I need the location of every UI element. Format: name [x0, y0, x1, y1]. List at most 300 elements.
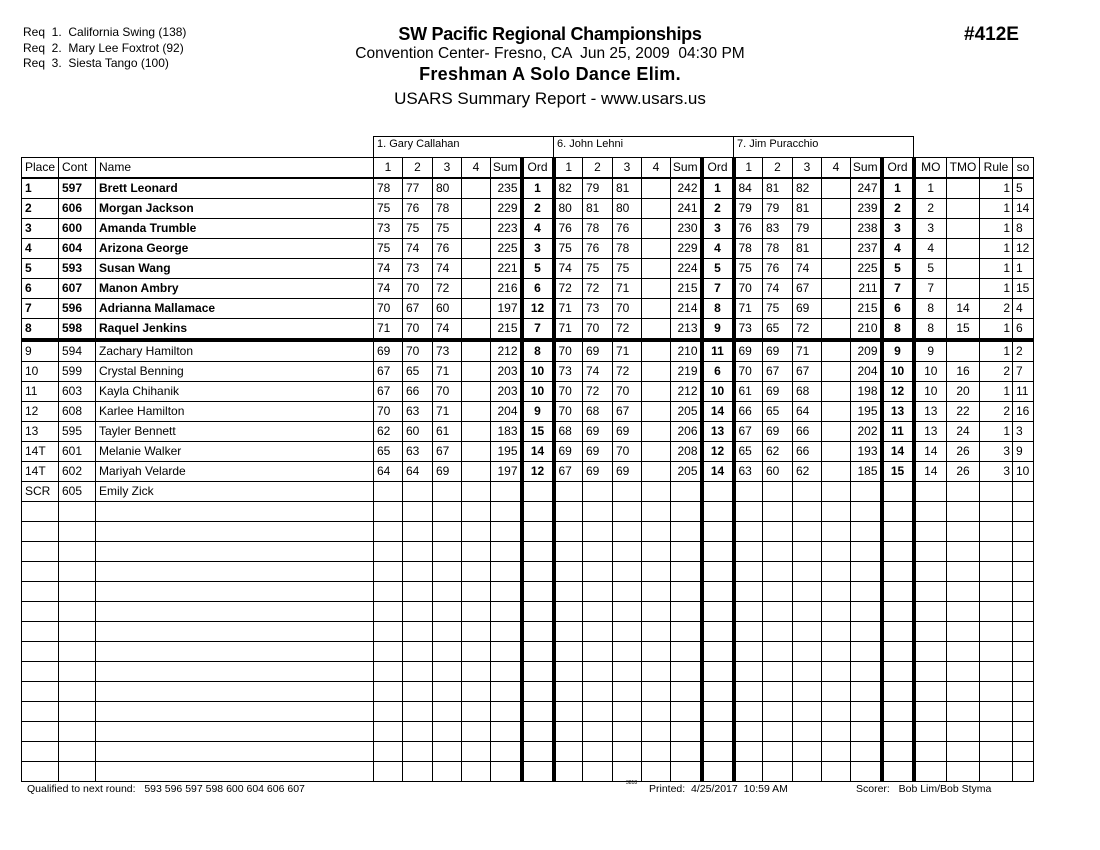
contestant-number: 601 — [59, 442, 96, 462]
judge1-sum — [491, 482, 522, 502]
empty-row — [22, 542, 1034, 562]
so-cell: 1 — [1013, 259, 1034, 279]
judge1-sum: 215 — [491, 319, 522, 341]
empty-cell — [433, 522, 462, 542]
empty-cell — [1013, 562, 1034, 582]
judge3-score-2: 76 — [763, 259, 793, 279]
event-number: #412E — [964, 24, 1019, 45]
judge2-score-1: 70 — [554, 402, 583, 422]
empty-cell — [613, 682, 642, 702]
contestant-number: 594 — [59, 340, 96, 362]
judge3-sum: 239 — [851, 199, 882, 219]
empty-cell — [491, 682, 522, 702]
judge3-score-2: 69 — [763, 422, 793, 442]
empty-cell — [851, 542, 882, 562]
empty-cell — [433, 562, 462, 582]
so-cell: 14 — [1013, 199, 1034, 219]
mo-cell: 13 — [914, 422, 947, 442]
empty-cell — [583, 702, 613, 722]
judge2-sum: 212 — [671, 382, 702, 402]
judge2-ordinal: 2 — [702, 199, 734, 219]
empty-cell — [1013, 622, 1034, 642]
judge2-score-4 — [642, 382, 671, 402]
so-cell: 12 — [1013, 239, 1034, 259]
judge2-score-2 — [583, 482, 613, 502]
empty-cell — [671, 742, 702, 762]
judge1-ordinal: 9 — [522, 402, 554, 422]
empty-cell — [671, 762, 702, 782]
empty-cell — [702, 662, 734, 682]
empty-cell — [59, 682, 96, 702]
empty-cell — [522, 762, 554, 782]
empty-cell — [702, 522, 734, 542]
rule-cell: 1 — [980, 422, 1013, 442]
empty-cell — [554, 662, 583, 682]
empty-cell — [851, 602, 882, 622]
col-header-judge1-ord: Ord — [522, 158, 554, 179]
required-dances-list — [23, 25, 186, 72]
empty-cell — [822, 662, 851, 682]
empty-cell — [734, 702, 763, 722]
empty-row — [22, 762, 1034, 782]
empty-cell — [22, 742, 59, 762]
judge1-score-4 — [462, 178, 491, 199]
empty-cell — [980, 622, 1013, 642]
judge1-score-3: 74 — [433, 319, 462, 341]
judge1-score-1: 70 — [374, 299, 403, 319]
empty-cell — [462, 502, 491, 522]
col-header-judge3-2: 2 — [763, 158, 793, 179]
judge2-score-2: 81 — [583, 199, 613, 219]
judge3-score-4 — [822, 382, 851, 402]
empty-cell — [980, 562, 1013, 582]
judge3-score-2: 69 — [763, 382, 793, 402]
empty-cell — [763, 682, 793, 702]
empty-cell — [914, 722, 947, 742]
empty-cell — [613, 562, 642, 582]
place-cell: 5 — [22, 259, 59, 279]
empty-cell — [583, 742, 613, 762]
judge1-score-1: 78 — [374, 178, 403, 199]
empty-cell — [583, 602, 613, 622]
judge2-score-1: 71 — [554, 319, 583, 341]
skater-name: Zachary Hamilton — [96, 340, 374, 362]
empty-cell — [980, 542, 1013, 562]
judge2-score-4 — [642, 340, 671, 362]
judge3-score-2: 74 — [763, 279, 793, 299]
judge3-score-4 — [822, 462, 851, 482]
empty-cell — [491, 582, 522, 602]
judge1-score-1 — [374, 482, 403, 502]
empty-cell — [22, 622, 59, 642]
empty-cell — [702, 562, 734, 582]
judge2-score-1: 82 — [554, 178, 583, 199]
empty-cell — [793, 742, 822, 762]
empty-cell — [462, 542, 491, 562]
judge3-score-2: 65 — [763, 319, 793, 341]
empty-cell — [947, 702, 980, 722]
empty-cell — [59, 662, 96, 682]
judge1-score-1: 75 — [374, 239, 403, 259]
judge3-ordinal: 13 — [882, 402, 914, 422]
judge1-score-1: 73 — [374, 219, 403, 239]
judge2-score-3: 81 — [613, 178, 642, 199]
empty-cell — [22, 502, 59, 522]
empty-cell — [433, 542, 462, 562]
empty-cell — [613, 602, 642, 622]
table-row — [22, 362, 1034, 382]
judge3-score-2 — [763, 482, 793, 502]
empty-cell — [914, 762, 947, 782]
empty-cell — [59, 642, 96, 662]
judge1-score-3 — [433, 482, 462, 502]
empty-cell — [851, 742, 882, 762]
empty-cell — [554, 762, 583, 782]
empty-cell — [433, 622, 462, 642]
judge3-score-3: 64 — [793, 402, 822, 422]
col-header-judge3-sum: Sum — [851, 158, 882, 179]
empty-cell — [462, 582, 491, 602]
judge1-sum: 223 — [491, 219, 522, 239]
empty-cell — [822, 562, 851, 582]
report-header — [330, 23, 770, 110]
empty-cell — [734, 722, 763, 742]
judge2-score-1: 74 — [554, 259, 583, 279]
contestant-number: 608 — [59, 402, 96, 422]
empty-cell — [642, 662, 671, 682]
empty-cell — [462, 662, 491, 682]
empty-cell — [642, 522, 671, 542]
empty-cell — [522, 602, 554, 622]
judge2-score-4 — [642, 239, 671, 259]
empty-cell — [882, 722, 914, 742]
judge1-ordinal: 3 — [522, 239, 554, 259]
judge3-score-1: 61 — [734, 382, 763, 402]
empty-cell — [702, 542, 734, 562]
contestant-number: 596 — [59, 299, 96, 319]
judge2-sum: 230 — [671, 219, 702, 239]
table-row — [22, 279, 1034, 299]
empty-cell — [882, 702, 914, 722]
skater-name: Raquel Jenkins — [96, 319, 374, 341]
table-row — [22, 239, 1034, 259]
empty-cell — [374, 642, 403, 662]
judge2-score-4 — [642, 259, 671, 279]
empty-cell — [914, 662, 947, 682]
judge2-score-2: 68 — [583, 402, 613, 422]
judge1-ordinal: 2 — [522, 199, 554, 219]
empty-cell — [980, 662, 1013, 682]
judge2-score-2: 75 — [583, 259, 613, 279]
venue-date-line: Convention Center- Fresno, CA Jun 25, 2009 04:30 PM — [355, 45, 745, 62]
judge1-score-3: 71 — [433, 362, 462, 382]
judge3-score-4 — [822, 299, 851, 319]
tmo-cell: 22 — [947, 402, 980, 422]
empty-cell — [22, 662, 59, 682]
judge2-score-2: 76 — [583, 239, 613, 259]
empty-cell — [491, 502, 522, 522]
empty-cell — [763, 502, 793, 522]
empty-cell — [642, 742, 671, 762]
judge3-sum: 225 — [851, 259, 882, 279]
event-name: Freshman A Solo Dance Elim. — [419, 64, 681, 84]
col-header-cont: Cont — [59, 158, 96, 179]
judge2-ordinal: 12 — [702, 442, 734, 462]
judge2-score-4 — [642, 219, 671, 239]
col-header-judge1-sum: Sum — [491, 158, 522, 179]
empty-cell — [642, 682, 671, 702]
judge2-score-3: 72 — [613, 362, 642, 382]
judge1-score-2: 77 — [403, 178, 433, 199]
empty-cell — [734, 682, 763, 702]
empty-cell — [914, 582, 947, 602]
empty-cell — [947, 502, 980, 522]
empty-cell — [22, 642, 59, 662]
rule-cell: 2 — [980, 402, 1013, 422]
empty-cell — [1013, 702, 1034, 722]
judge3-score-2: 65 — [763, 402, 793, 422]
empty-cell — [1013, 582, 1034, 602]
mo-cell: 14 — [914, 462, 947, 482]
empty-cell — [671, 622, 702, 642]
judge3-sum: 185 — [851, 462, 882, 482]
empty-cell — [763, 762, 793, 782]
judge1-ordinal: 15 — [522, 422, 554, 442]
judge3-ordinal: 3 — [882, 219, 914, 239]
empty-cell — [491, 742, 522, 762]
empty-cell — [613, 742, 642, 762]
judge1-score-2: 74 — [403, 239, 433, 259]
judge2-score-1: 73 — [554, 362, 583, 382]
empty-cell — [914, 622, 947, 642]
judge1-score-2: 65 — [403, 362, 433, 382]
so-cell: 2 — [1013, 340, 1034, 362]
mo-cell: 13 — [914, 402, 947, 422]
judge1-ordinal: 10 — [522, 382, 554, 402]
empty-cell — [462, 642, 491, 662]
empty-cell — [702, 622, 734, 642]
empty-cell — [522, 562, 554, 582]
required-dance-1: Req 1. California Swing (138) — [23, 25, 187, 39]
judge1-score-2: 63 — [403, 402, 433, 422]
empty-cell — [763, 562, 793, 582]
empty-cell — [374, 742, 403, 762]
empty-cell — [59, 722, 96, 742]
col-header-judge1-3: 3 — [433, 158, 462, 179]
empty-cell — [1013, 662, 1034, 682]
empty-cell — [613, 722, 642, 742]
empty-cell — [914, 702, 947, 722]
mo-cell: 9 — [914, 340, 947, 362]
empty-cell — [980, 722, 1013, 742]
judge1-sum: 204 — [491, 402, 522, 422]
judge2-score-3: 75 — [613, 259, 642, 279]
empty-cell — [822, 502, 851, 522]
judge3-score-4 — [822, 340, 851, 362]
judge1-score-1: 67 — [374, 382, 403, 402]
judge3-score-1: 78 — [734, 239, 763, 259]
so-cell: 15 — [1013, 279, 1034, 299]
empty-cell — [642, 502, 671, 522]
judge3-sum: 237 — [851, 239, 882, 259]
table-row — [22, 482, 1034, 502]
empty-cell — [734, 602, 763, 622]
judge1-score-3: 76 — [433, 239, 462, 259]
so-cell: 10 — [1013, 462, 1034, 482]
judge2-sum: 210 — [671, 340, 702, 362]
judge3-score-4 — [822, 279, 851, 299]
judge1-score-2: 76 — [403, 199, 433, 219]
judge2-score-3: 70 — [613, 442, 642, 462]
empty-cell — [374, 502, 403, 522]
empty-cell — [822, 762, 851, 782]
empty-cell — [851, 582, 882, 602]
empty-cell — [433, 642, 462, 662]
results-table — [21, 136, 1034, 782]
judge1-ordinal: 12 — [522, 462, 554, 482]
judge1-score-3: 70 — [433, 382, 462, 402]
judge2-score-2: 69 — [583, 340, 613, 362]
empty-cell — [96, 522, 374, 542]
empty-cell — [491, 602, 522, 622]
judge2-score-1: 68 — [554, 422, 583, 442]
rule-cell: 3 — [980, 462, 1013, 482]
empty-cell — [462, 762, 491, 782]
judge1-score-2: 67 — [403, 299, 433, 319]
empty-cell — [374, 622, 403, 642]
judge3-ordinal: 6 — [882, 299, 914, 319]
empty-cell — [882, 642, 914, 662]
empty-cell — [671, 542, 702, 562]
empty-cell — [763, 702, 793, 722]
empty-cell — [613, 582, 642, 602]
judge1-score-4 — [462, 319, 491, 341]
skater-name: Morgan Jackson — [96, 199, 374, 219]
empty-cell — [914, 682, 947, 702]
empty-cell — [554, 522, 583, 542]
judge1-score-2: 63 — [403, 442, 433, 462]
empty-cell — [22, 762, 59, 782]
judge3-sum: 215 — [851, 299, 882, 319]
tmo-cell: 16 — [947, 362, 980, 382]
table-row — [22, 462, 1034, 482]
so-cell: 8 — [1013, 219, 1034, 239]
judge3-score-4 — [822, 239, 851, 259]
empty-cell — [980, 682, 1013, 702]
judge1-score-3: 80 — [433, 178, 462, 199]
rule-cell — [980, 482, 1013, 502]
judge2-score-3: 78 — [613, 239, 642, 259]
judge3-score-1: 73 — [734, 319, 763, 341]
empty-cell — [851, 662, 882, 682]
empty-cell — [734, 562, 763, 582]
empty-cell — [403, 742, 433, 762]
tmo-cell — [947, 259, 980, 279]
rule-cell: 1 — [980, 199, 1013, 219]
judge1-score-3: 69 — [433, 462, 462, 482]
empty-cell — [947, 642, 980, 662]
empty-cell — [793, 622, 822, 642]
judge2-ordinal: 4 — [702, 239, 734, 259]
judge3-score-2: 67 — [763, 362, 793, 382]
so-cell: 9 — [1013, 442, 1034, 462]
judge3-ordinal: 14 — [882, 442, 914, 462]
empty-cell — [851, 642, 882, 662]
empty-cell — [642, 582, 671, 602]
table-row — [22, 402, 1034, 422]
judge1-ordinal: 12 — [522, 299, 554, 319]
empty-cell — [491, 622, 522, 642]
empty-cell — [763, 722, 793, 742]
judge3-score-1: 70 — [734, 279, 763, 299]
empty-cell — [822, 542, 851, 562]
judge3-score-2: 81 — [763, 178, 793, 199]
empty-cell — [22, 702, 59, 722]
empty-cell — [763, 602, 793, 622]
judge2-score-2: 78 — [583, 219, 613, 239]
empty-cell — [882, 682, 914, 702]
judge2-score-1: 70 — [554, 340, 583, 362]
rule-cell: 2 — [980, 299, 1013, 319]
judge1-score-3: 75 — [433, 219, 462, 239]
tmo-cell — [947, 178, 980, 199]
empty-cell — [462, 622, 491, 642]
empty-cell — [763, 662, 793, 682]
empty-cell — [433, 582, 462, 602]
judge1-ordinal: 14 — [522, 442, 554, 462]
empty-cell — [59, 742, 96, 762]
empty-cell — [822, 622, 851, 642]
empty-cell — [734, 622, 763, 642]
rule-cell: 1 — [980, 382, 1013, 402]
mo-cell: 4 — [914, 239, 947, 259]
judge3-score-4 — [822, 442, 851, 462]
empty-cell — [462, 522, 491, 542]
empty-cell — [914, 742, 947, 762]
empty-row — [22, 582, 1034, 602]
empty-cell — [642, 542, 671, 562]
empty-cell — [882, 562, 914, 582]
judge3-score-1: 76 — [734, 219, 763, 239]
judge2-score-3: 72 — [613, 319, 642, 341]
empty-cell — [822, 642, 851, 662]
skater-name: Crystal Benning — [96, 362, 374, 382]
judge1-score-2: 66 — [403, 382, 433, 402]
empty-cell — [793, 502, 822, 522]
skater-name: Melanie Walker — [96, 442, 374, 462]
judge3-score-4 — [822, 422, 851, 442]
empty-cell — [554, 642, 583, 662]
empty-cell — [980, 582, 1013, 602]
judge2-score-3: 76 — [613, 219, 642, 239]
empty-cell — [491, 562, 522, 582]
judge2-sum: 205 — [671, 402, 702, 422]
empty-cell — [613, 662, 642, 682]
table-row — [22, 259, 1034, 279]
judge1-score-2: 64 — [403, 462, 433, 482]
empty-cell — [583, 502, 613, 522]
empty-cell — [96, 702, 374, 722]
judge3-score-3: 71 — [793, 340, 822, 362]
col-header-judge1-1: 1 — [374, 158, 403, 179]
empty-cell — [793, 762, 822, 782]
judge3-score-3: 74 — [793, 259, 822, 279]
empty-cell — [554, 702, 583, 722]
judge1-ordinal: 7 — [522, 319, 554, 341]
skater-name: Adrianna Mallamace — [96, 299, 374, 319]
empty-cell — [702, 502, 734, 522]
empty-cell — [554, 682, 583, 702]
